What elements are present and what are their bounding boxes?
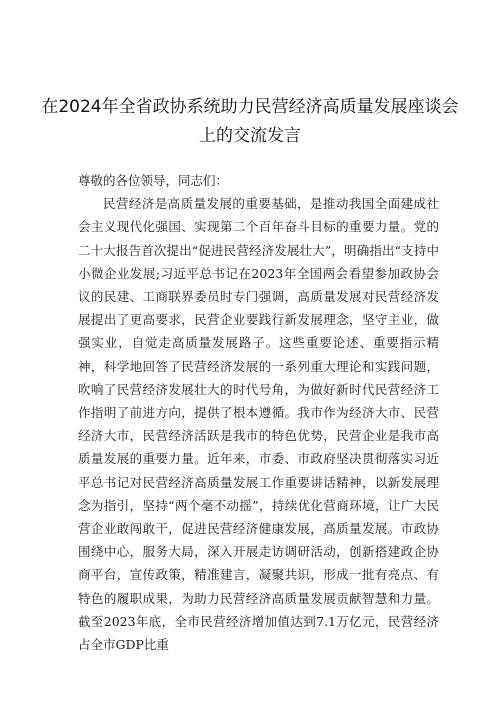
document-title-line-1: 在2024年全省政协系统助力民营经济高质量发展座谈会 bbox=[41, 97, 459, 117]
document-title-line-2: 上的交流发言 bbox=[199, 126, 301, 146]
document-body bbox=[78, 169, 439, 656]
greeting: 尊敬的各位领导，同志们： bbox=[78, 173, 229, 188]
body-paragraph: 民营经济是高质量发展的重要基础，是推动我国全面建成社会主义现代化强国、实现第二个百年奋斗目标的重要力量。党的二十大报告首次提出“促进民营经济发展壮大”，明确指出“支持中小微企业发展;习近平总书记在2023年全国两会看望参加政协会议的民建、工商联界委员时专门强调，高质量发展对民营经济发展提出了更高要求，民营企业要践行新发展理念，坚守主业，做强实业，自觉走高质量发展路子。这些重要论述、重要指示精神，科学地回答了民营经济发展的一系列重大理论和实践问题，吹响了民营经济发展壮大的时代号角，为做好新时代民营经济工作指明了前进方向，提供了根本遵循。我市作为经济大市、民营经济大市，民营经济活跃是我市的特色优势，民营企业是我市高质量发展的重要力量。近年来，市委、市政府坚决贯彻落实习近平总书记对民营经济高质量发展工作重要讲话精神，以新发展理念为指引，坚持“两个毫不动摇”，持续优化营商环境，让广大民营企业敢闯敢干，促进民营经济健康发展，高质量发展。市政协围绕中心，服务大局，深入开展走访调研活动，创新搭建政企协商平台，宣传政策，精准建言，凝聚共识，形成一批有亮点、有特色的履职成果，为助力民营经济高质量发展贡献智慧和力量。截至2023年底，全市民营经济增加值达到7.1万亿元，民营经济占全市GDP比重 bbox=[78, 196, 439, 653]
